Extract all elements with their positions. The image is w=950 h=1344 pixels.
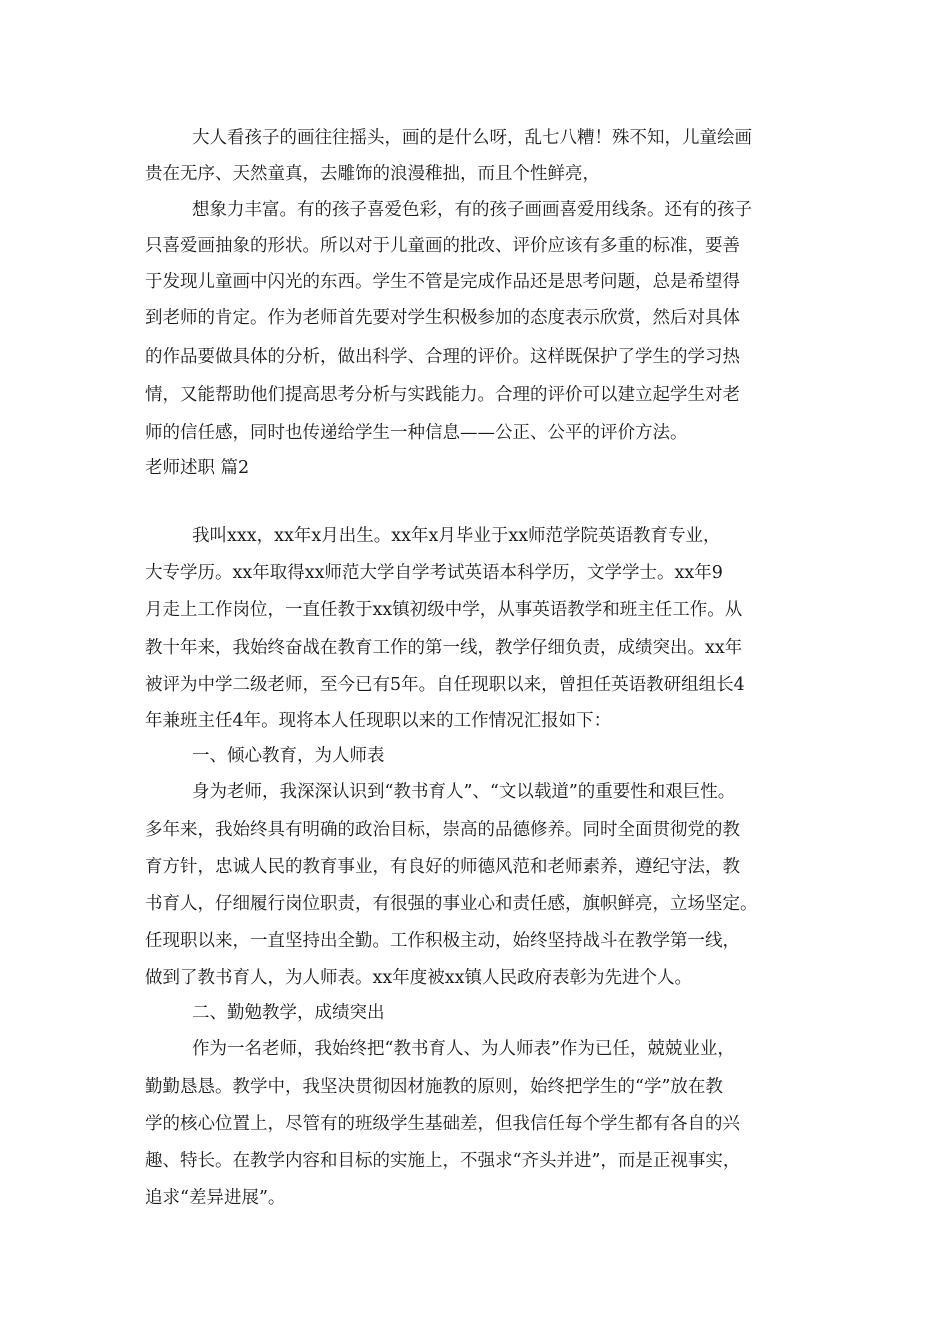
- paragraph-line: 我叫xxx，xx年x月出生。xx年x月毕业于xx师范学院英语教育专业，: [192, 526, 721, 546]
- paragraph-line: 作为一名老师，我始终把“教书育人、为人师表”作为已任，兢兢业业，: [192, 1039, 735, 1059]
- paragraph-line: 做到了教书育人，为人师表。xx年度被xx镇人民政府表彰为先进个人。: [145, 968, 692, 988]
- paragraph-line: 多年来，我始终具有明确的政治目标，崇高的品德修养。同时全面贯彻党的教: [145, 820, 740, 840]
- paragraph-line: 于发现儿童画中闪光的东西。学生不管是完成作品还是思考问题，总是希望得: [145, 272, 740, 292]
- paragraph-line: 勤勤恳恳。教学中，我坚决贯彻因材施教的原则，始终把学生的“学”放在教: [145, 1077, 723, 1097]
- paragraph-line: 师的信任感，同时也传递给学生一种信息——公正、公平的评价方法。: [145, 423, 688, 443]
- subheading: 一、倾心教育，为人师表: [192, 746, 385, 766]
- paragraph-line: 追求“差异进展”。: [145, 1188, 286, 1208]
- paragraph-line: 书育人，仔细履行岗位职责，有很强的事业心和责任感，旗帜鲜亮，立场坚定。: [145, 894, 758, 914]
- paragraph-line: 情，又能帮助他们提高思考分析与实践能力。合理的评价可以建立起学生对老: [145, 385, 740, 405]
- paragraph-line: 任现职以来，一直坚持出全勤。工作积极主动，始终坚持战斗在教学第一线，: [145, 931, 740, 951]
- paragraph-line: 被评为中学二级老师，至今已有5年。自任现职以来，曾担任英语教研组组长4: [145, 675, 745, 695]
- paragraph-line: 只喜爱画抽象的形状。所以对于儿童画的批改、评价应该有多重的标准，要善: [145, 236, 740, 256]
- paragraph-line: 贵在无序、天然童真，去雕饰的浪漫稚拙，而且个性鲜亮，: [145, 164, 600, 184]
- subheading: 二、勤勉教学，成绩突出: [192, 1003, 385, 1023]
- paragraph-line: 想象力丰富。有的孩子喜爱色彩，有的孩子画画喜爱用线条。还有的孩子: [192, 200, 752, 220]
- paragraph-line: 教十年来，我始终奋战在教育工作的第一线，教学仔细负责，成绩突出。xx年: [145, 638, 743, 658]
- section-title: 老师述职 篇2: [145, 458, 250, 478]
- paragraph-line: 的作品要做具体的分析，做出科学、合理的评价。这样既保护了学生的学习热: [145, 347, 740, 367]
- paragraph-line: 年兼班主任4年。现将本人任现职以来的工作情况汇报如下：: [145, 711, 612, 731]
- paragraph-line: 大专学历。xx年取得xx师范大学自学考试英语本科学历，文学学士。xx年9: [145, 563, 723, 583]
- paragraph-line: 学的核心位置上，尽管有的班级学生基础差，但我信任每个学生都有各自的兴: [145, 1114, 740, 1134]
- paragraph-line: 身为老师，我深深认识到“教书育人”、“文以载道”的重要性和艰巨性。: [192, 782, 736, 802]
- paragraph-line: 月走上工作岗位，一直任教于xx镇初级中学，从事英语教学和班主任工作。从: [145, 600, 743, 620]
- paragraph-line: 趣、特长。在教学内容和目标的实施上，不强求“齐头并进”，而是正视事实，: [145, 1151, 741, 1171]
- paragraph-line: 到老师的肯定。作为老师首先要对学生积极参加的态度表示欣赏，然后对具体: [145, 308, 740, 328]
- paragraph-line: 育方针，忠诚人民的教育事业，有良好的师德风范和老师素养，遵纪守法，教: [145, 857, 740, 877]
- paragraph-line: 大人看孩子的画往往摇头，画的是什么呀，乱七八糟！殊不知，儿童绘画: [192, 128, 752, 148]
